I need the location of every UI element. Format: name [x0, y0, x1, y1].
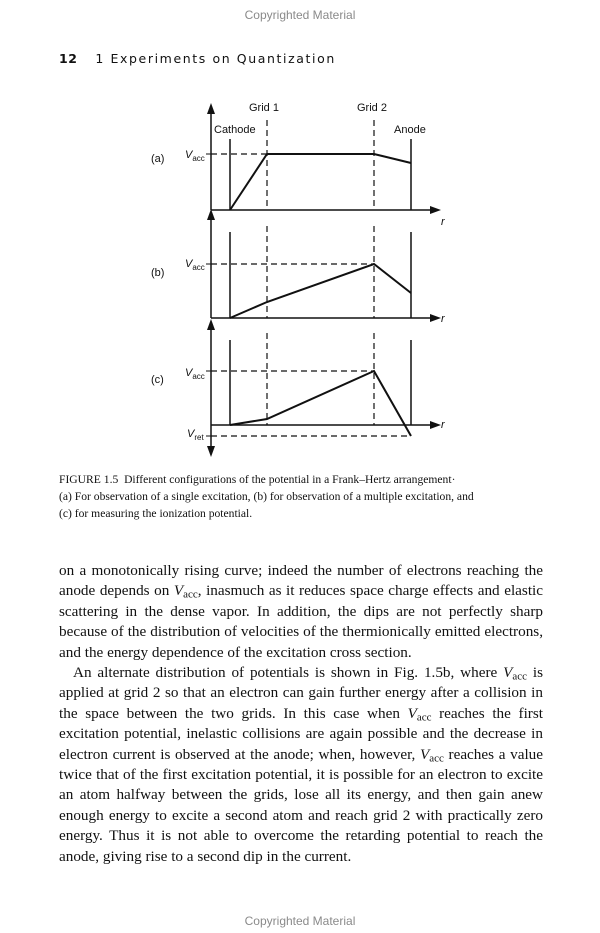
potential-curve-c [230, 371, 411, 436]
copyright-watermark-top: Copyrighted Material [244, 8, 356, 22]
figure-caption-line-1: Different configurations of the potential in a Frank–Hertz arrangement· [124, 473, 456, 486]
arrowhead-right-a [430, 206, 441, 214]
paragraph-2: An alternate distribution of potentials is shown in Fig. 1.5b, where $V_{acc}$ is applied at grid 2 so that an electron can gain further energy after a collision in the space between the two grids. In this case when $V_{acc}$ reaches the first excitation potential, inelastic collisions are again possible and the decrease in electron current is observed at the anode; when, however, $V_{acc}$ reaches a value twice that of the first excitation potential, it is possible for an electron to excite an atom halfway between the grids, lose all its energy, and then gain anew enough energy to excite a second atom and reach grid 2 with practically zero energy. Thus it is not able to overcome the retarding potential to reach the anode, giving rise to a second dip in the current. [59, 664, 543, 865]
r-label-b: r [441, 313, 445, 325]
panel-tag-b: (b) [151, 267, 165, 279]
figure-caption-line-2: (a) For observation of a single excitation, (b) for observation of a multiple excitation, and [59, 490, 474, 503]
potential-curve-a [230, 154, 411, 210]
vacc-label-c: $V_{acc}$ [185, 367, 205, 381]
page-number: 12 [59, 51, 78, 66]
r-label-a: r [441, 216, 445, 228]
figure-caption-line-3: (c) for measuring the ionization potential. [59, 507, 253, 520]
vret-label-c: $V_{ret}$ [187, 428, 204, 442]
arrowhead-down-c [207, 446, 215, 457]
vacc-label-b: $V_{acc}$ [185, 258, 205, 272]
figure-caption [59, 471, 549, 522]
arrowhead-up-c [207, 319, 215, 330]
copyright-watermark-bottom: Copyrighted Material [244, 914, 356, 928]
anode-label: Anode [394, 124, 426, 136]
chapter-title: 1 Experiments on Quantization [95, 51, 336, 66]
arrowhead-up-a [207, 103, 215, 114]
vacc-label-a: $V_{acc}$ [185, 149, 205, 163]
arrowhead-right-b [430, 314, 441, 322]
potential-curve-b [230, 264, 411, 318]
panel-tag-c: (c) [151, 374, 164, 386]
paragraph-1: on a monotonically rising curve; indeed the number of electrons reaching the anode depends on $V_{acc}$, inasmuch as it reduces space charge effects and elastic scattering in the dense vapor. In addition, the dips are not perfectly sharp because of the distribution of velocities of the thermionically emitted electrons, and the energy dependence of the excitation cross section. [59, 562, 543, 661]
cathode-label: Cathode [214, 124, 256, 136]
body-text [59, 561, 543, 867]
frank-hertz-potential-figure [0, 90, 600, 470]
r-label-c: r [441, 419, 445, 431]
grid2-label: Grid 2 [357, 102, 387, 114]
figure-caption-label: FIGURE 1.5 [59, 473, 119, 486]
grid1-label: Grid 1 [249, 102, 279, 114]
panel-tag-a: (a) [151, 153, 165, 165]
arrowhead-right-c [430, 421, 441, 429]
running-header [59, 51, 336, 66]
